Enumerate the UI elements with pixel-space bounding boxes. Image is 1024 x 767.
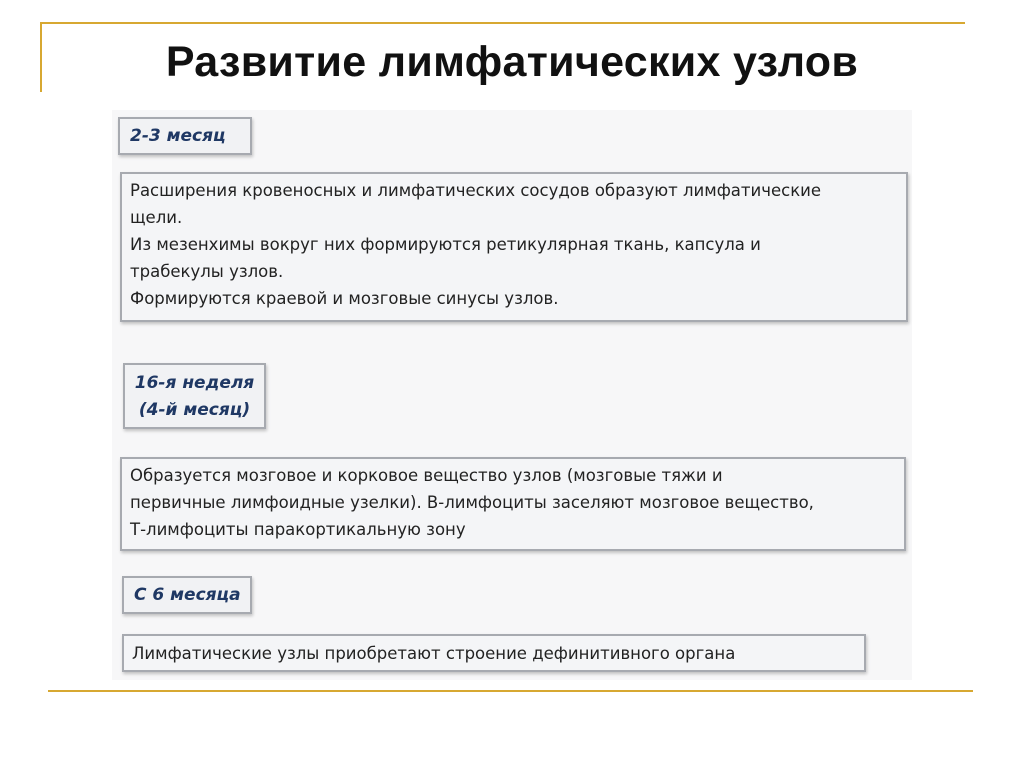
stage-1-label-line-1: 2-3 месяц — [130, 126, 226, 146]
slide-title: Развитие лимфатических узлов — [165, 38, 859, 86]
stage-1-text-line-4: трабекулы узлов. — [130, 262, 284, 281]
stage-2-text — [120, 457, 906, 551]
stage-1-text-line-2: щели. — [130, 208, 183, 227]
frame-top-rule — [40, 22, 965, 24]
stage-3-text — [122, 634, 866, 672]
stage-2-label-line-1: 16-я неделя — [134, 373, 255, 393]
stage-1-label — [118, 117, 252, 155]
stage-2-label — [123, 363, 266, 429]
stage-2-text-line-1: Образуется мозговое и корковое вещество узлов (мозговые тяжи и — [130, 466, 723, 485]
stage-1-text-line-1: Расширения кровеносных и лимфатических сосудов образуют лимфатические — [130, 181, 822, 200]
frame-bottom-rule — [48, 690, 973, 692]
stage-3-text-line-1: Лимфатические узлы приобретают строение дефинитивного органа — [132, 644, 736, 663]
content-panel — [112, 110, 912, 680]
stage-1-text-line-5: Формируются краевой и мозговые синусы узлов. — [130, 289, 559, 308]
stage-1-text — [120, 172, 908, 322]
stage-1-text-line-3: Из мезенхимы вокруг них формируются ретикулярная ткань, капсула и — [130, 235, 761, 254]
stage-2-text-line-3: Т-лимфоциты паракортикальную зону — [130, 520, 466, 539]
stage-2-label-line-2: (4-й месяц) — [138, 400, 251, 420]
stage-3-label — [122, 576, 252, 614]
stage-2-text-line-2: первичные лимфоидные узелки). В-лимфоциты заселяют мозговое вещество, — [130, 493, 814, 512]
stage-3-label-line-1: С 6 месяца — [134, 585, 241, 605]
